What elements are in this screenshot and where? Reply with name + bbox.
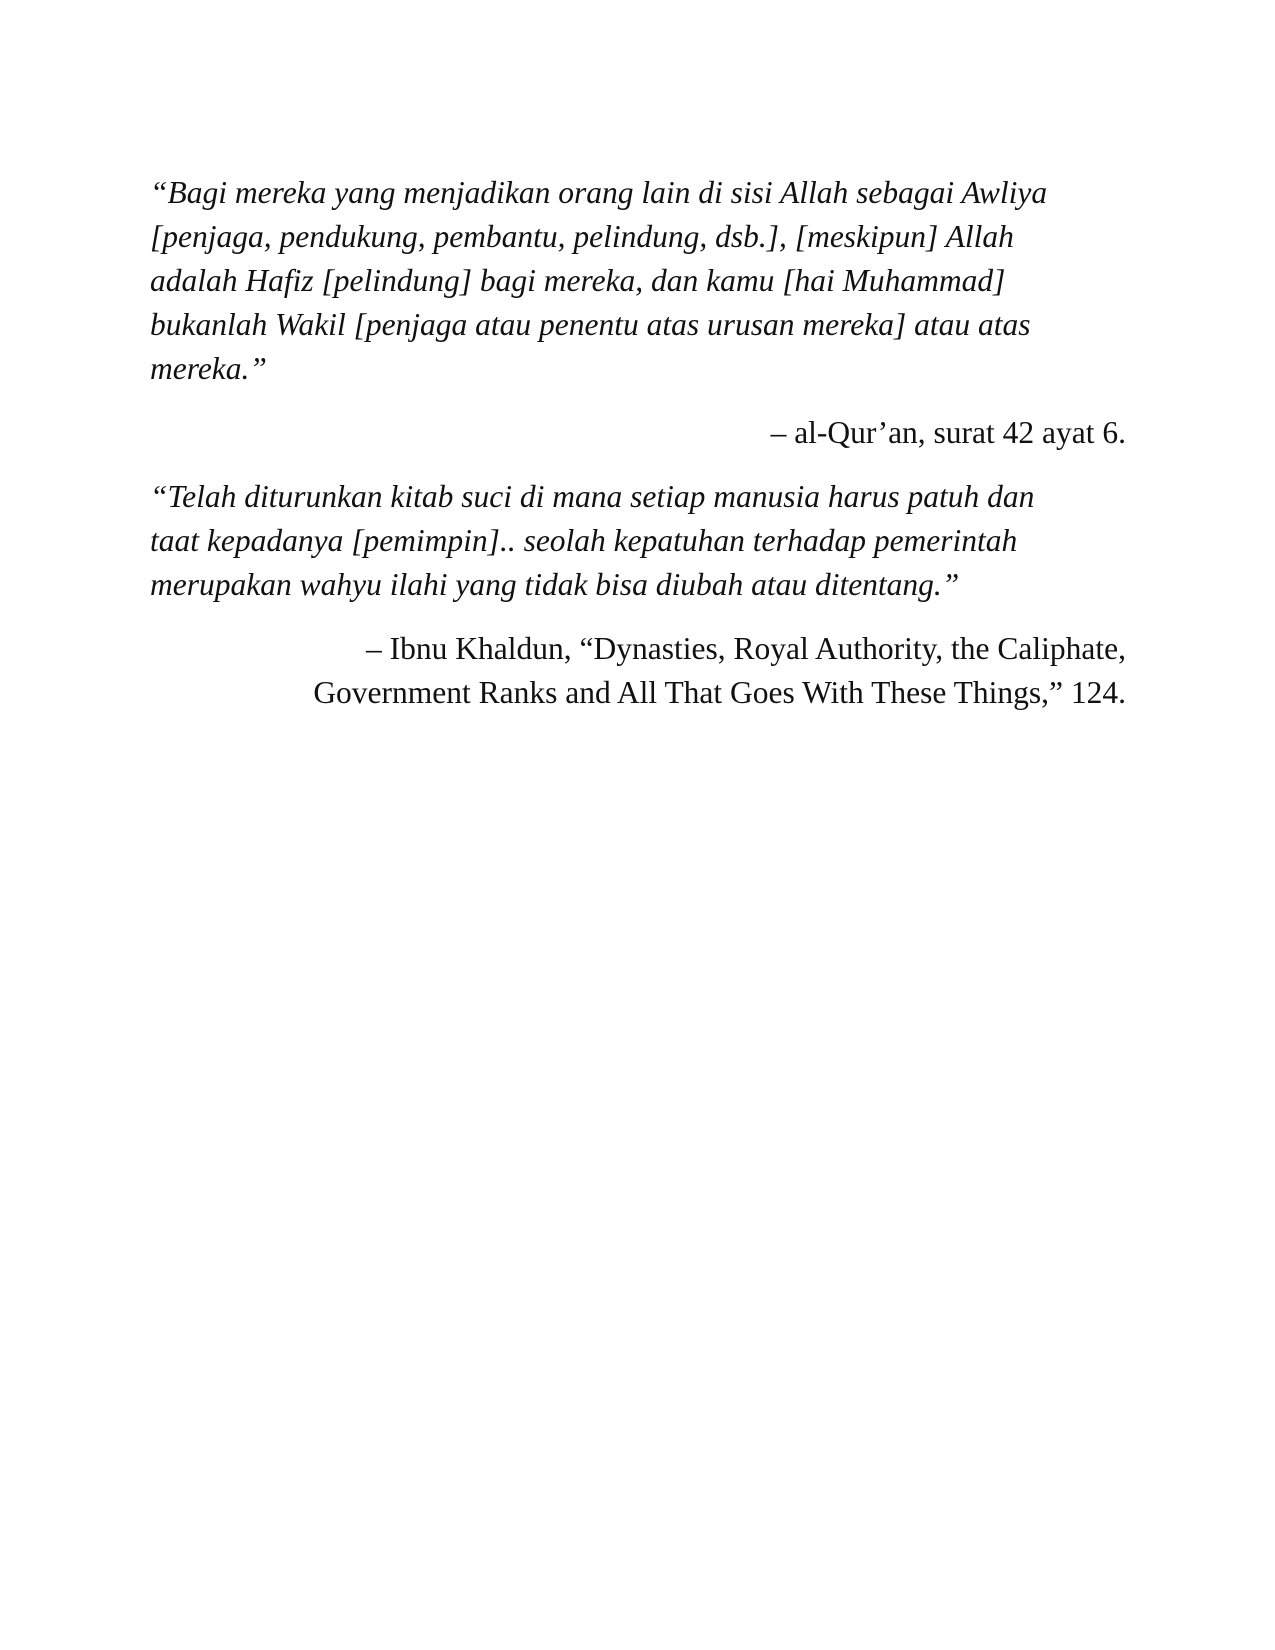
epigraph-block [150, 171, 1126, 715]
attribution-quran [150, 411, 1126, 455]
quote-quran [150, 171, 1126, 391]
attribution-line: – al-Qur’an, surat 42 ayat 6. [770, 415, 1126, 450]
quote-ibnu-khaldun [150, 475, 1126, 607]
quote-line: [penjaga, pendukung, pembantu, pelindung, dsb.], [meskipun] Allah [150, 219, 1014, 254]
attribution-line: – Ibnu Khaldun, “Dynasties, Royal Authority, the Caliphate, [366, 631, 1126, 666]
quote-line: “Telah diturunkan kitab suci di mana setiap manusia harus patuh dan [150, 479, 1035, 514]
attribution-line: Government Ranks and All That Goes With These Things,” 124. [313, 675, 1126, 710]
quote-line: adalah Hafiz [pelindung] bagi mereka, dan kamu [hai Muhammad] [150, 263, 1006, 298]
quote-line: mereka.” [150, 351, 267, 386]
quote-line: bukanlah Wakil [penjaga atau penentu atas urusan mereka] atau atas [150, 307, 1031, 342]
quote-line: “Bagi mereka yang menjadikan orang lain di sisi Allah sebagai Awliya [150, 175, 1048, 210]
quote-line: taat kepadanya [pemimpin].. seolah kepatuhan terhadap pemerintah [150, 523, 1018, 558]
quote-line: merupakan wahyu ilahi yang tidak bisa diubah atau ditentang.” [150, 567, 960, 602]
attribution-ibnu-khaldun [150, 627, 1126, 715]
